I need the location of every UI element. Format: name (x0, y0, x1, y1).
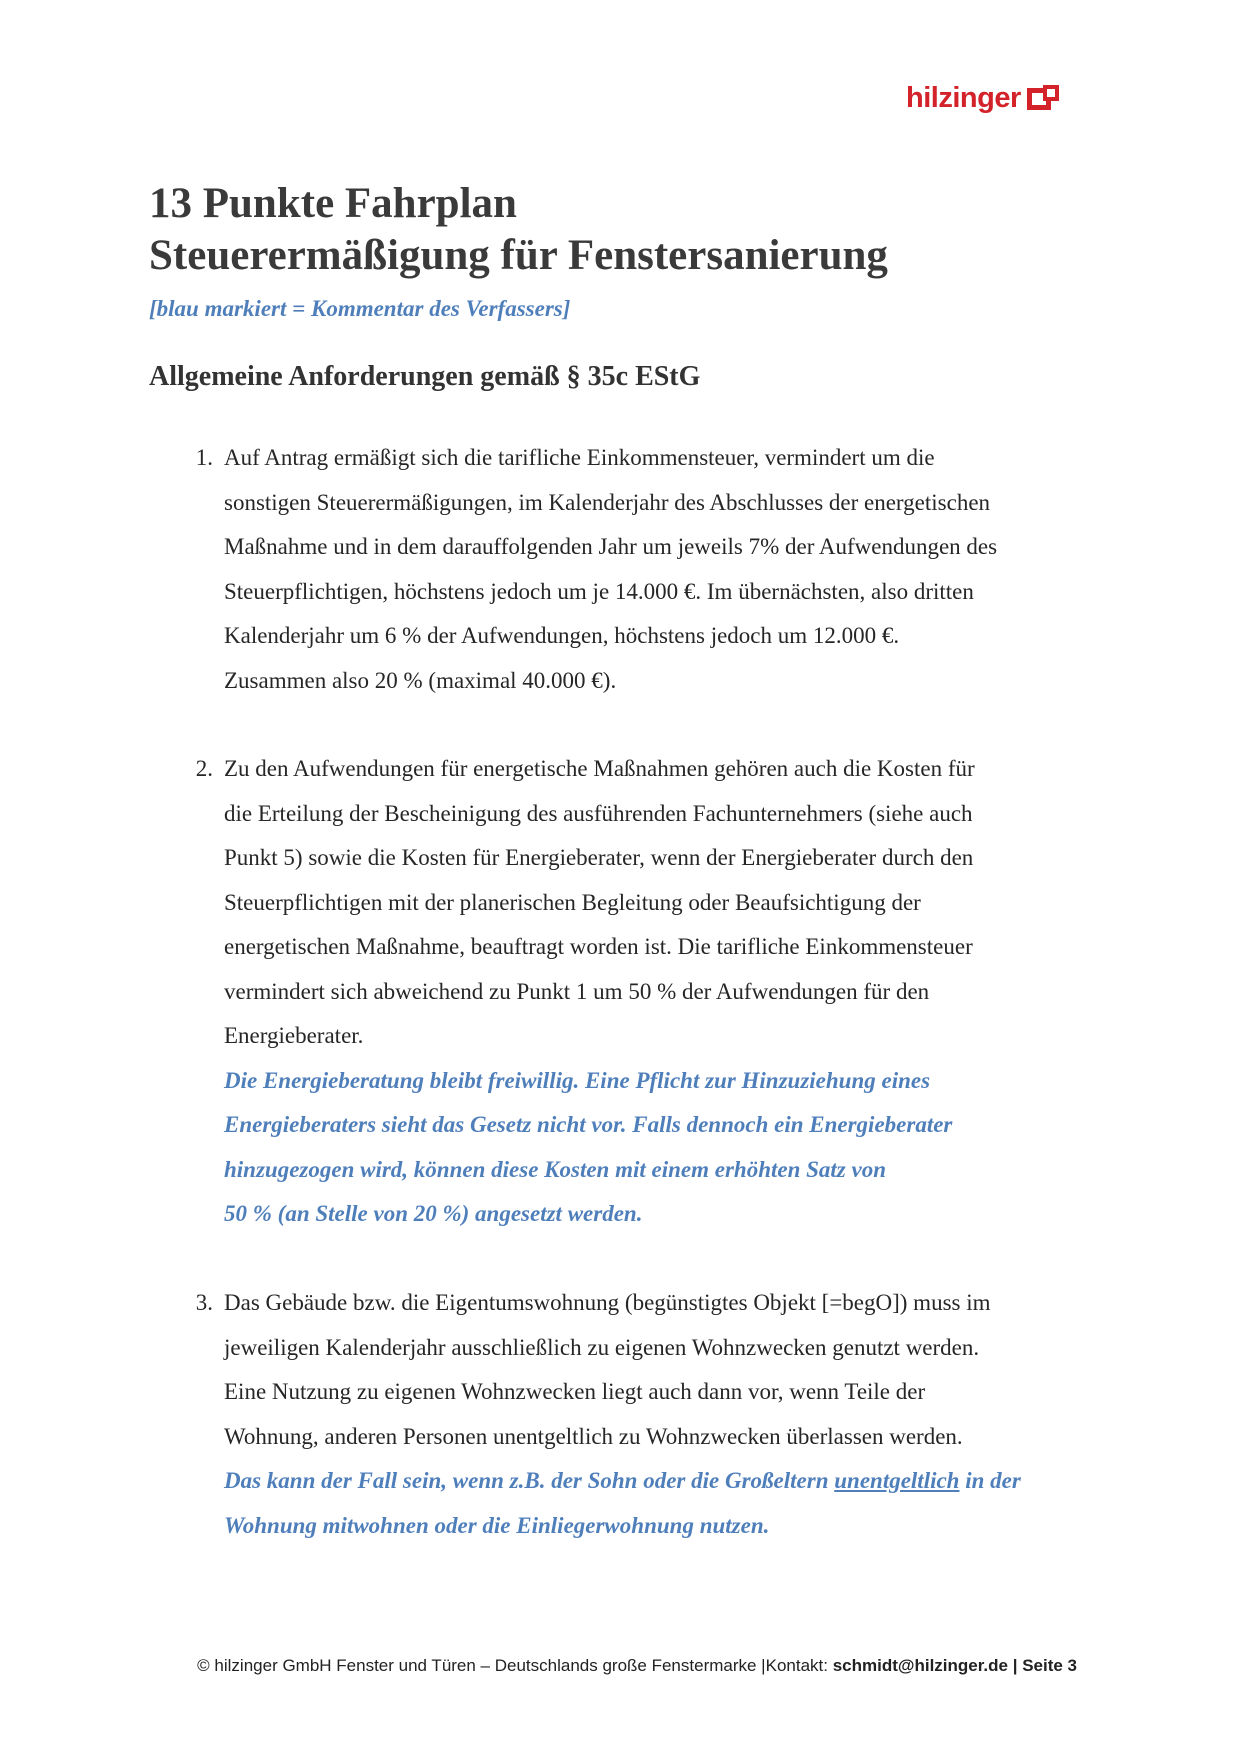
list-item-body (224, 747, 1114, 1237)
footer-separator: | (1007, 1656, 1023, 1675)
paragraph-line: Zusammen also 20 % (maximal 40.000 €). (224, 667, 617, 693)
page-number: Seite 3 (1022, 1656, 1077, 1675)
title-line-2: Steuerermäßigung für Fenstersanierung (149, 232, 888, 279)
footer-copyright: © hilzinger GmbH Fenster und Türen – Deutschlands große Fenstermarke |Kontakt: (197, 1656, 833, 1675)
paragraph-line: Steuerpflichtigen, höchstens jedoch um je 14.000 €. Im übernächsten, also dritten (224, 578, 974, 604)
logo-text: hilzinger (906, 82, 1021, 114)
author-comment-line: 50 % (an Stelle von 20 %) angesetzt werden. (224, 1201, 643, 1226)
title-line-1: 13 Punkte Fahrplan (149, 180, 517, 227)
author-comment-line (224, 1459, 1114, 1504)
comment-text: Das kann der Fall sein, wenn z.B. der Sohn oder die Großeltern (224, 1468, 835, 1493)
company-logo (906, 82, 1061, 115)
paragraph-line: Auf Antrag ermäßigt sich die tarifliche Einkommensteuer, vermindert um die (224, 445, 935, 470)
paragraph-line: Steuerpflichtigen mit der planerischen Begleitung oder Beaufsichtigung der (224, 889, 921, 915)
comment-text: in der (959, 1468, 1021, 1493)
list-item-body (224, 1281, 1114, 1548)
list-number: 3. (195, 1290, 213, 1315)
paragraph-line: Maßnahme und in dem darauffolgenden Jahr um jeweils 7% der Aufwendungen des (224, 534, 998, 559)
author-comment-line: Energieberaters sieht das Gesetz nicht vor. Falls dennoch ein Energieberater (224, 1112, 953, 1137)
paragraph-line: Punkt 5) sowie die Kosten für Energieberater, wenn der Energieberater durch den (224, 845, 974, 870)
paragraph-line: die Erteilung der Bescheinigung des ausführenden Fachunternehmers (siehe auch (224, 800, 973, 826)
paragraph-line: Eine Nutzung zu eigenen Wohnzwecken liegt auch dann vor, wenn Teile der (224, 1379, 926, 1404)
paragraph-line: Das Gebäude bzw. die Eigentumswohnung (begünstigtes Objekt [=begO]) muss im (224, 1290, 991, 1315)
paragraph-line: sonstigen Steuerermäßigungen, im Kalenderjahr des Abschlusses der energetischen (224, 489, 991, 515)
paragraph-line: vermindert sich abweichend zu Punkt 1 um 50 % der Aufwendungen für den (224, 978, 930, 1004)
page-title (149, 178, 888, 282)
paragraph-line: jeweiligen Kalenderjahr ausschließlich zu eigenen Wohnzwecken genutzt werden. (224, 1334, 980, 1360)
paragraph-line: Energieberater. (224, 1023, 364, 1048)
paragraph-line: Zu den Aufwendungen für energetische Maßnahmen gehören auch die Kosten für (224, 756, 975, 781)
underlined-term: unentgeltlich (834, 1468, 960, 1493)
paragraph-line: energetischen Maßnahme, beauftragt worden ist. Die tarifliche Einkommensteuer (224, 934, 973, 959)
author-comment-line: Die Energieberatung bleibt freiwillig. Eine Pflicht zur Hinzuziehung eines (224, 1067, 931, 1093)
page-footer (149, 1656, 1077, 1676)
author-comment-line: hinzugezogen wird, können diese Kosten mit einem erhöhten Satz von (224, 1156, 887, 1182)
window-logo-icon (1025, 84, 1061, 114)
section-heading: Allgemeine Anforderungen gemäß § 35c EStG (149, 361, 701, 392)
list-item-body (224, 436, 1114, 703)
list-number: 2. (195, 756, 213, 781)
paragraph-line: Wohnung, anderen Personen unentgeltlich zu Wohnzwecken überlassen werden. (224, 1423, 963, 1449)
author-comment-line: Wohnung mitwohnen oder die Einliegerwohnung nutzen. (224, 1512, 770, 1538)
contact-email-link[interactable]: schmidt@hilzinger.de (832, 1656, 1008, 1675)
list-number: 1. (195, 445, 213, 470)
paragraph-line: Kalenderjahr um 6 % der Aufwendungen, höchstens jedoch um 12.000 €. (224, 623, 900, 648)
comment-legend: [blau markiert = Kommentar des Verfassers] (149, 296, 571, 321)
